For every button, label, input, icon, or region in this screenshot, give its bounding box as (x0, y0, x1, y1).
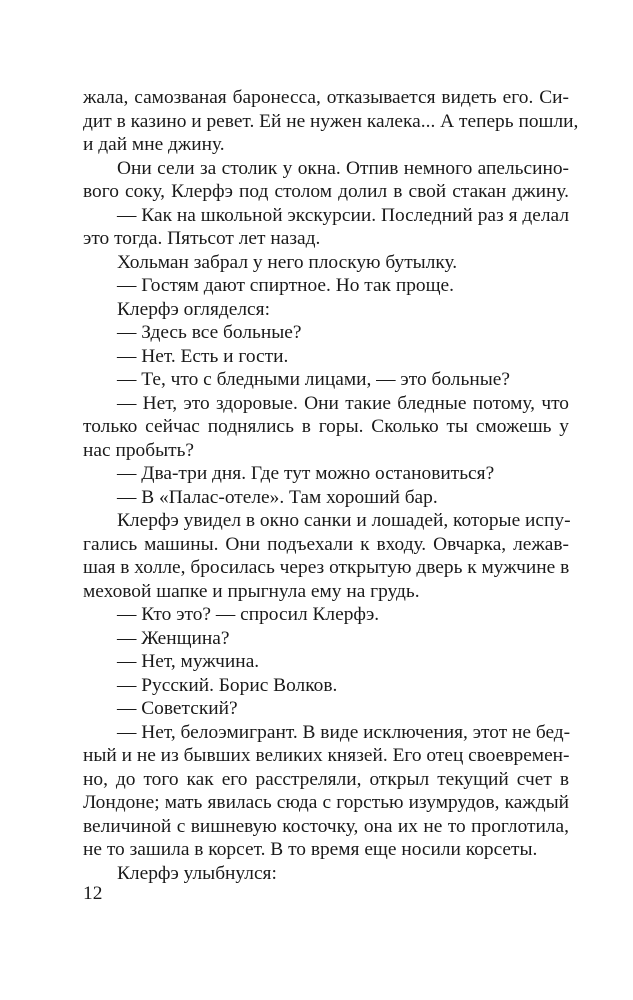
text-line: — Нет. Есть и гости. (117, 345, 289, 367)
text-line: — Советский? (117, 698, 238, 719)
text-line: — Как на школьной экскурсии. Последний раз я делал (117, 204, 569, 226)
text-line: — Здесь все больные? (117, 322, 302, 343)
text-line: Хольман забрал у него плоскую бутылку. (117, 251, 458, 273)
text-line: Лондоне; мать явилась сюда с горстью изумрудов, каждый (83, 792, 569, 813)
text-line: вого соку, Клерфэ под столом долил в свой стакан джину. (83, 181, 569, 202)
text-line: — Русский. Борис Волков. (117, 674, 338, 696)
text-line: — Два-три дня. Где тут можно остановиться? (117, 463, 495, 484)
text-line: — Нет, белоэмигрант. В виде исключения, этот не бед- (117, 721, 571, 743)
page-number: 12 (83, 883, 103, 904)
text-line: не то зашила в корсет. В то время еще носили корсеты. (83, 839, 538, 860)
text-line: Клерфэ огляделся: (117, 298, 270, 320)
text-line: — Нет, мужчина. (117, 651, 260, 672)
text-line: дит в казино и ревет. Ей не нужен калека... А теперь пошли, (83, 110, 579, 132)
text-line: гались машины. Они подъехали к входу. Овчарка, лежав- (83, 533, 569, 555)
text-line: но, до того как его расстреляли, открыл текущий счет в (83, 768, 569, 790)
text-line: — Женщина? (117, 627, 230, 649)
text-line: жала, самозваная баронесса, отказывается видеть его. Си- (83, 87, 569, 108)
text-line: — Гостям дают спиртное. Но так проще. (117, 275, 454, 296)
text-line: это тогда. Пятьсот лет назад. (83, 228, 321, 249)
text-line: только сейчас поднялись в горы. Сколько ты сможешь у (83, 416, 569, 437)
text-line: меховой шапке и прыгнула ему на грудь. (83, 580, 420, 602)
text-line: — Кто это? — спросил Клерфэ. (117, 604, 380, 625)
text-line: — Нет, это здоровые. Они такие бледные потому, что (117, 392, 569, 414)
text-line: Они сели за столик у окна. Отпив немного апельсино- (117, 157, 569, 179)
text-line: — В «Палас-отеле». Там хороший бар. (117, 486, 438, 508)
text-line: шая в холле, бросилась через открытую дверь к мужчине в (83, 557, 570, 578)
text-line: нас пробыть? (83, 439, 195, 461)
text-line: и дай мне джину. (83, 134, 225, 155)
text-line: ный и не из бывших великих князей. Его отец своевремен- (83, 745, 570, 766)
book-page-text (83, 86, 579, 885)
text-line: величиной с вишневую косточку, она их не то проглотила, (83, 815, 569, 837)
text-line: — Те, что с бледными лицами, — это больные? (117, 369, 510, 390)
text-line: Клерфэ улыбнулся: (117, 862, 277, 884)
text-line: Клерфэ увидел в окно санки и лошадей, которые испу- (117, 510, 571, 531)
